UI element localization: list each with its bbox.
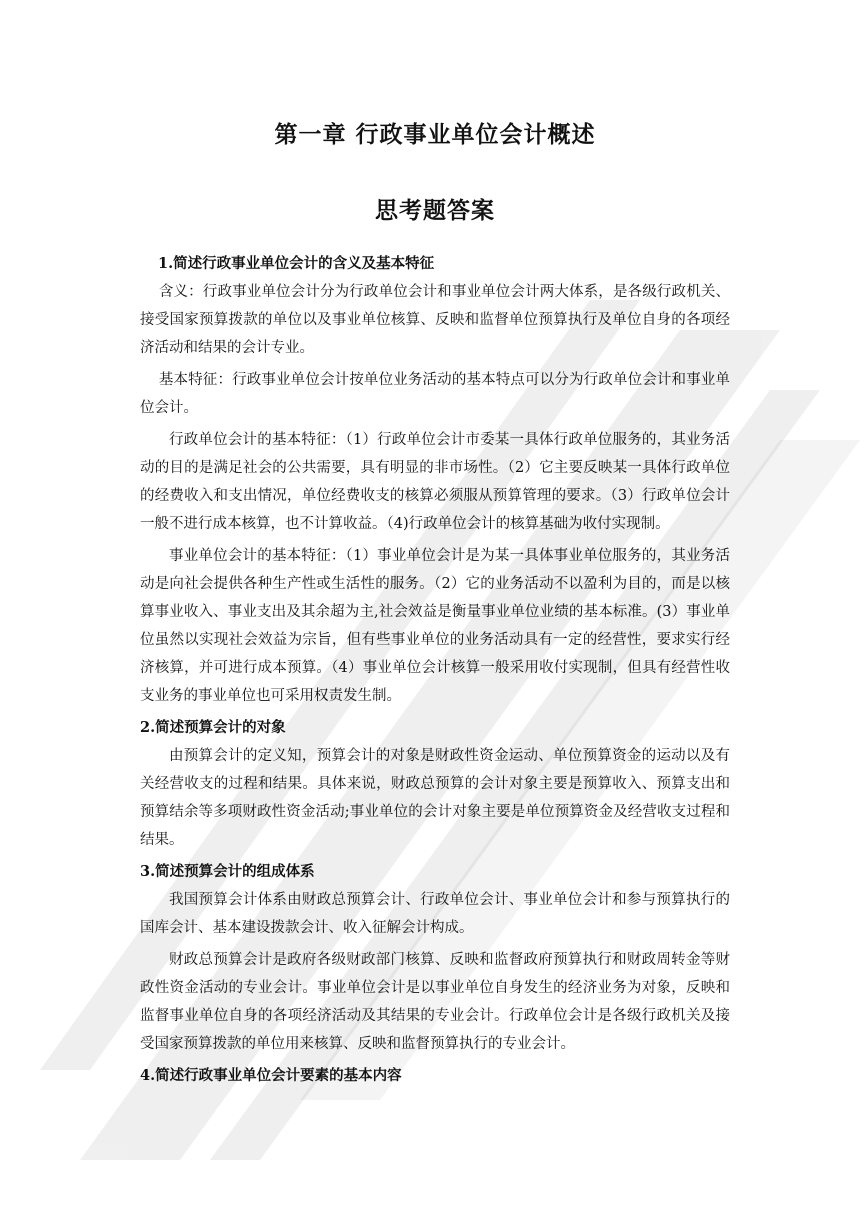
answer-paragraph: 财政总预算会计是政府各级财政部门核算、反映和监督政府预算执行和财政周转金等财政性资金活动的专业会计。事业单位会计是以事业单位自身发生的经济业务为对象，反映和监督事业单位自身的各项经济活动及其结果的专业会计。行政单位会计是各级行政机关及接受国家预算拨款的单位用来核算、反映和监督预算执行的专业会计。	[140, 952, 730, 1052]
section-subtitle: 思考题答案	[375, 197, 495, 224]
answer-paragraph: 事业单位会计的基本特征：（1）事业单位会计是为某一具体事业单位服务的，其业务活动是向社会提供各种生产性或生活性的服务。（2）它的业务活动不以盈利为目的，而是以核算事业收入、事业支出及其余超为主,社会效益是衡量事业单位业绩的基本标准。(3）事业单位虽然以实现社会效益为宗旨，但有些事业单位的业务活动具有一定的经营性，要求实行经济核算，并可进行成本预算。（4）事业单位会计核算一般采用收付实现制，但具有经营性收支业务的事业单位也可采用权责发生制。	[140, 548, 730, 704]
answer-paragraph: 含义：行政事业单位会计分为行政单位会计和事业单位会计两大体系，是各级行政机关、接受国家预算拨款的单位以及事业单位核算、反映和监督单位预算执行及单位自身的各项经济活动和结果的会计专业。	[140, 284, 730, 356]
answer-paragraph: 由预算会计的定义知，预算会计的对象是财政性资金运动、单位预算资金的运动以及有关经营收支的过程和结果。具体来说，财政总预算的会计对象主要是预算收入、预算支出和预算结余等多项财政性资金活动;事业单位的会计对象主要是单位预算资金及经营收支过程和结果。	[140, 748, 730, 848]
question-heading-4: 4.简述行政事业单位会计要素的基本内容	[140, 1067, 402, 1084]
answer-paragraph: 行政单位会计的基本特征：（1）行政单位会计市委某一具体行政单位服务的，其业务活动的目的是满足社会的公共需要，具有明显的非市场性。（2）它主要反映某一具体行政单位的经费收入和支出情况，单位经费收支的核算必须服从预算管理的要求。（3）行政单位会计一般不进行成本核算，也不计算收益。（4)行政单位会计的核算基础为收付实现制。	[140, 432, 730, 532]
question-heading-3: 3.简述预算会计的组成体系	[140, 863, 315, 880]
document-body	[140, 250, 730, 1090]
answer-paragraph: 我国预算会计体系由财政总预算会计、行政单位会计、事业单位会计和参与预算执行的国库会计、基本建设拨款会计、收入征解会计构成。	[140, 892, 730, 936]
question-heading-2: 2.简述预算会计的对象	[140, 719, 286, 736]
question-heading-1: 1.简述行政事业单位会计的含义及基本特征	[158, 255, 435, 272]
answer-paragraph: 基本特征：行政事业单位会计按单位业务活动的基本特点可以分为行政单位会计和事业单位会计。	[140, 372, 730, 416]
chapter-title: 第一章 行政事业单位会计概述	[274, 121, 596, 148]
